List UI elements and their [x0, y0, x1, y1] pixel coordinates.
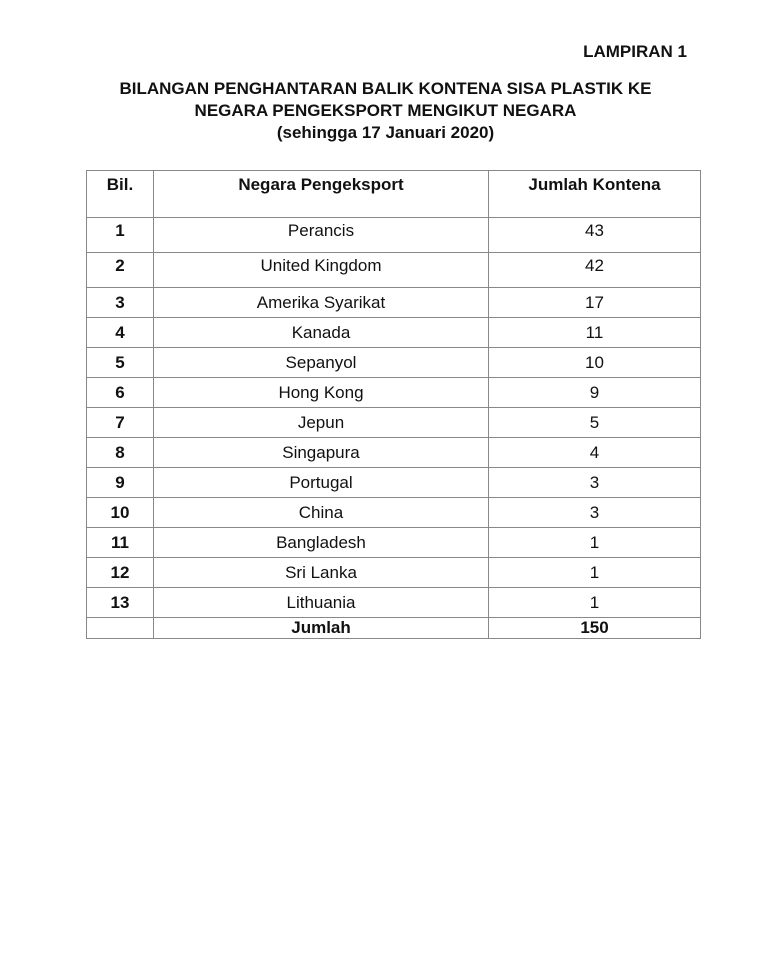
row-count: 42	[489, 253, 701, 288]
table-row	[87, 218, 701, 253]
row-number: 5	[87, 348, 154, 378]
row-count: 5	[489, 408, 701, 438]
row-count: 9	[489, 378, 701, 408]
title-date-line: (sehingga 17 Januari 2020)	[276, 123, 495, 142]
table-header-row	[87, 171, 701, 218]
container-count-table	[86, 170, 701, 639]
table-row	[87, 348, 701, 378]
table-row	[87, 253, 701, 288]
row-number: 13	[87, 588, 154, 618]
table-row	[87, 468, 701, 498]
header-bil: Bil.	[87, 171, 154, 218]
table-row	[87, 318, 701, 348]
row-count: 43	[489, 218, 701, 253]
row-number: 4	[87, 318, 154, 348]
row-number: 12	[87, 558, 154, 588]
row-country: Singapura	[154, 438, 489, 468]
title-line-1: BILANGAN PENGHANTARAN BALIK KONTENA SISA PLASTIK KE	[119, 79, 652, 98]
table-row	[87, 378, 701, 408]
row-number: 3	[87, 288, 154, 318]
table-row	[87, 498, 701, 528]
row-country: Sri Lanka	[154, 558, 489, 588]
row-country: Jepun	[154, 408, 489, 438]
row-country: United Kingdom	[154, 253, 489, 288]
total-empty-cell	[87, 618, 154, 639]
row-number: 1	[87, 218, 154, 253]
table-row	[87, 438, 701, 468]
row-country: Amerika Syarikat	[154, 288, 489, 318]
row-country: Sepanyol	[154, 348, 489, 378]
row-country: Lithuania	[154, 588, 489, 618]
total-count: 150	[489, 618, 701, 639]
row-number: 9	[87, 468, 154, 498]
row-number: 10	[87, 498, 154, 528]
attachment-label: LAMPIRAN 1	[583, 42, 687, 61]
row-number: 8	[87, 438, 154, 468]
table-row	[87, 558, 701, 588]
table-row	[87, 408, 701, 438]
row-count: 11	[489, 318, 701, 348]
row-count: 1	[489, 588, 701, 618]
row-count: 4	[489, 438, 701, 468]
row-count: 10	[489, 348, 701, 378]
row-count: 17	[489, 288, 701, 318]
row-country: Bangladesh	[154, 528, 489, 558]
table-total-row	[87, 618, 701, 639]
title-line-2: NEGARA PENGEKSPORT MENGIKUT NEGARA	[194, 101, 577, 120]
document-title	[0, 78, 757, 144]
total-label: Jumlah	[154, 618, 489, 639]
row-count: 3	[489, 498, 701, 528]
header-count: Jumlah Kontena	[489, 171, 701, 218]
row-country: China	[154, 498, 489, 528]
row-country: Perancis	[154, 218, 489, 253]
row-number: 6	[87, 378, 154, 408]
table-row	[87, 288, 701, 318]
row-count: 1	[489, 528, 701, 558]
row-number: 11	[87, 528, 154, 558]
header-country: Negara Pengeksport	[154, 171, 489, 218]
table-row	[87, 588, 701, 618]
row-count: 3	[489, 468, 701, 498]
row-count: 1	[489, 558, 701, 588]
row-number: 2	[87, 253, 154, 288]
row-country: Hong Kong	[154, 378, 489, 408]
row-country: Kanada	[154, 318, 489, 348]
table-row	[87, 528, 701, 558]
row-country: Portugal	[154, 468, 489, 498]
row-number: 7	[87, 408, 154, 438]
